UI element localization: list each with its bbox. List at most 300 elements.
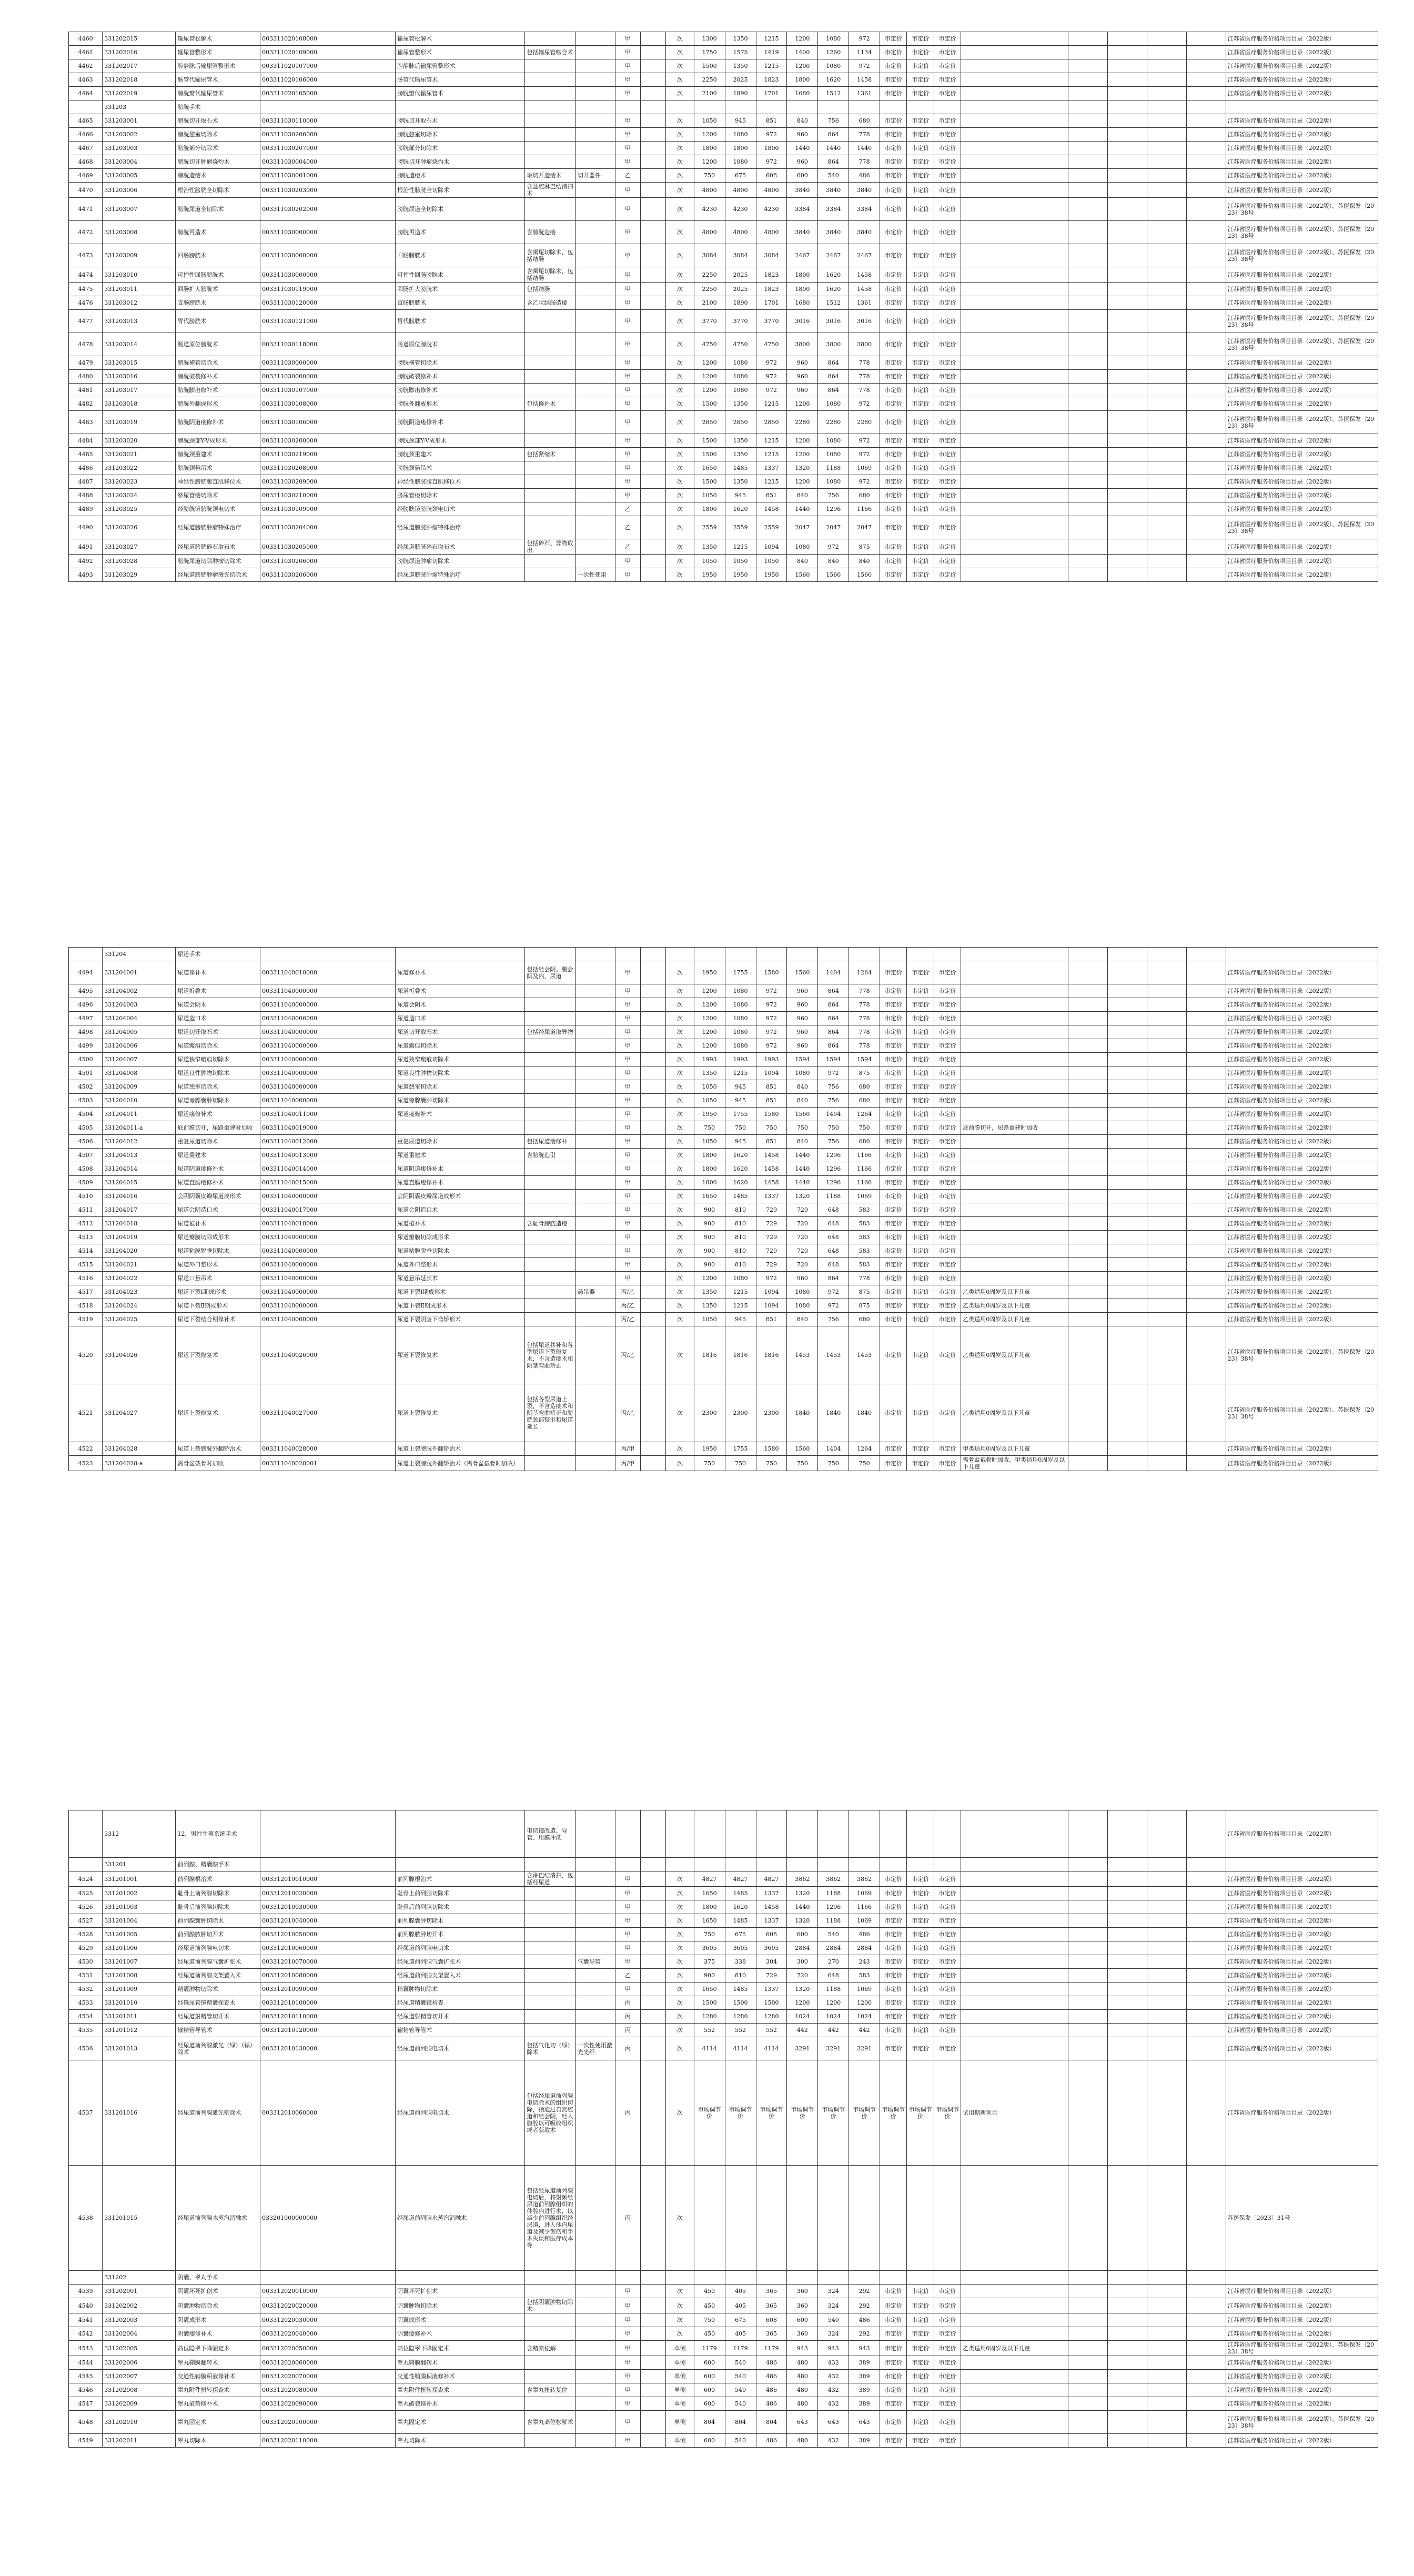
cell-unit: 单侧 <box>666 2434 694 2448</box>
cell-unit: 次 <box>666 1217 694 1231</box>
cell-price-2: 3084 <box>725 244 756 267</box>
cell-seq: 4486 <box>69 461 103 475</box>
cell-national-code: 003311030210000 <box>260 489 396 502</box>
cell-item-name: 尿道上裂修复术 <box>176 1384 260 1442</box>
cell-extra-1 <box>1068 2037 1107 2060</box>
cell-class-a: 丙/乙 <box>615 1313 640 1326</box>
cell-national-name: 可控性回肠膀胱术 <box>396 267 525 283</box>
cell-pricing-3: 市定价 <box>934 87 961 100</box>
cell-pricing-3: 市定价 <box>934 1914 961 1928</box>
cell-unit: 次 <box>666 244 694 267</box>
cell-seq: 4461 <box>69 46 103 59</box>
cell-item-name: 交通性鞘膜积液修补术 <box>176 2370 260 2383</box>
cell-seq: 4484 <box>69 434 103 448</box>
cell-price-4: 1560 <box>787 1442 818 1456</box>
cell-pricing-2: 市定价 <box>907 1258 934 1272</box>
cell-price-4: 840 <box>787 114 818 128</box>
cell-source: 江苏省医疗服务价格项目目录（2022版） <box>1226 461 1378 475</box>
cell-pricing-1 <box>880 1858 907 1871</box>
cell-class-b <box>641 1025 666 1039</box>
cell-extra-1 <box>1068 1810 1107 1858</box>
cell-price-6: 972 <box>849 59 880 73</box>
cell-class-b <box>641 489 666 502</box>
cell-unit: 次 <box>666 2037 694 2060</box>
cell-extra-3 <box>1147 1313 1186 1326</box>
cell-extra-3 <box>1147 948 1186 961</box>
cell-source: 苏医保发〔2023〕31号 <box>1226 2166 1378 2271</box>
cell-extra-4 <box>1186 1080 1226 1094</box>
cell-price-3: 1215 <box>756 475 787 489</box>
cell-exclusion <box>575 1135 615 1149</box>
cell-extra-4 <box>1186 2313 1226 2327</box>
cell-class-a: 甲 <box>615 2327 640 2341</box>
cell-national-code <box>260 100 396 114</box>
cell-national-name: 神经性膀胱腹直肌移位术 <box>396 475 525 489</box>
cell-pricing-1: 市定价 <box>880 1190 907 1203</box>
cell-remark <box>961 1176 1068 1190</box>
cell-national-name: 尿道下裂修复术 <box>396 1326 525 1384</box>
cell-class-a: 甲 <box>615 1025 640 1039</box>
cell-price-3: 1094 <box>756 539 787 555</box>
cell-unit: 次 <box>666 1244 694 1258</box>
cell-national-code: 003312020050000 <box>260 2341 396 2356</box>
cell-class-b <box>641 1108 666 1121</box>
cell-class-a: 甲 <box>615 1080 640 1094</box>
table-row <box>69 370 1378 384</box>
cell-class-a: 乙 <box>615 169 640 183</box>
cell-national-code: 003311040000000 <box>260 1231 396 1244</box>
cell-class-a: 甲 <box>615 59 640 73</box>
cell-content <box>525 1244 575 1258</box>
cell-price-4: 1080 <box>787 1285 818 1299</box>
cell-extra-4 <box>1186 1231 1226 1244</box>
cell-price-4: 840 <box>787 555 818 568</box>
cell-price-6: 1166 <box>849 1162 880 1176</box>
table-row <box>69 1149 1378 1162</box>
cell-price-4: 720 <box>787 1217 818 1231</box>
cell-price-3: 486 <box>756 2370 787 2383</box>
cell-price-1: 750 <box>694 169 725 183</box>
cell-national-name: 经尿道膀胱碎石取石术 <box>396 539 525 555</box>
cell-source: 江苏省医疗服务价格项目目录（2022版） <box>1226 961 1378 984</box>
cell-content <box>525 516 575 539</box>
cell-price-5: 943 <box>818 2341 849 2356</box>
cell-remark <box>961 2383 1068 2397</box>
cell-price-4: 480 <box>787 2383 818 2397</box>
cell-class-b <box>641 114 666 128</box>
cell-extra-1 <box>1068 356 1107 370</box>
table-row <box>69 516 1378 539</box>
cell-remark <box>961 516 1068 539</box>
cell-price-1: 1200 <box>694 356 725 370</box>
cell-price-3: 1337 <box>756 1190 787 1203</box>
table-row <box>69 1326 1378 1384</box>
cell-price-1: 1200 <box>694 998 725 1012</box>
cell-item-name: 尿道瓣膜切除成形术 <box>176 1231 260 1244</box>
cell-pricing-2: 市定价 <box>907 1217 934 1231</box>
cell-content <box>525 434 575 448</box>
cell-price-1: 1050 <box>694 489 725 502</box>
cell-pricing-3: 市定价 <box>934 128 961 142</box>
cell-price-5: 648 <box>818 1244 849 1258</box>
cell-national-code: 003311030205000 <box>260 539 396 555</box>
cell-item-name: 膀胱部分切除术 <box>176 142 260 155</box>
cell-class-a: 甲 <box>615 1121 640 1135</box>
cell-pricing-2: 市定价 <box>907 198 934 221</box>
cell-pricing-1: 市定价 <box>880 267 907 283</box>
cell-class-a: 甲 <box>615 961 640 984</box>
cell-class-b <box>641 1969 666 1983</box>
table-row <box>69 2411 1378 2434</box>
cell-national-name: 尿道切开取石术 <box>396 1025 525 1039</box>
cell-class-b <box>641 1928 666 1941</box>
cell-remark <box>961 448 1068 461</box>
cell-price-2: 1350 <box>725 475 756 489</box>
cell-seq: 4534 <box>69 2010 103 2024</box>
cell-price-2: 1993 <box>725 1053 756 1066</box>
cell-content: 含膀胱造瘘 <box>525 221 575 244</box>
cell-national-code: 003311030109000 <box>260 502 396 516</box>
cell-pricing-3: 市定价 <box>934 169 961 183</box>
cell-extra-4 <box>1186 59 1226 73</box>
cell-remark <box>961 1858 1068 1871</box>
table-row <box>69 1094 1378 1108</box>
cell-price-6: 972 <box>849 475 880 489</box>
cell-exclusion <box>575 1217 615 1231</box>
cell-exclusion <box>575 1313 615 1326</box>
cell-pricing-1: 市定价 <box>880 1941 907 1955</box>
cell-price-6: 875 <box>849 1285 880 1299</box>
cell-seq: 4506 <box>69 1135 103 1149</box>
cell-extra-2 <box>1107 2037 1147 2060</box>
cell-remark <box>961 1955 1068 1969</box>
cell-extra-3 <box>1147 155 1186 169</box>
cell-price-6: 778 <box>849 155 880 169</box>
cell-source: 江苏省医疗服务价格项目目录（2022版） <box>1226 1969 1378 1983</box>
cell-content <box>525 1121 575 1135</box>
cell-extra-4 <box>1186 1983 1226 1996</box>
cell-source: 江苏省医疗服务价格项目目录（2022版） <box>1226 46 1378 59</box>
cell-national-code: 003311030206000 <box>260 568 396 582</box>
cell-pricing-2: 市定价 <box>907 310 934 333</box>
cell-price-1: 2300 <box>694 1384 725 1442</box>
cell-source: 江苏省医疗服务价格项目目录（2022版） <box>1226 998 1378 1012</box>
cell-price-5: 1080 <box>818 475 849 489</box>
cell-exclusion <box>575 1203 615 1217</box>
cell-unit: 次 <box>666 1121 694 1135</box>
cell-extra-2 <box>1107 1108 1147 1121</box>
cell-pricing-1: 市定价 <box>880 59 907 73</box>
cell-remark: 乙类适用0周岁及以下儿童 <box>961 1285 1068 1299</box>
cell-price-6 <box>849 2166 880 2271</box>
cell-national-code: 003311030108000 <box>260 397 396 411</box>
table-row <box>69 1442 1378 1456</box>
cell-seq: 4501 <box>69 1066 103 1080</box>
cell-extra-3 <box>1147 1135 1186 1149</box>
cell-price-2: 1350 <box>725 397 756 411</box>
cell-extra-3 <box>1147 1914 1186 1928</box>
cell-extra-3 <box>1147 961 1186 984</box>
cell-unit: 次 <box>666 59 694 73</box>
cell-pricing-3: 市定价 <box>934 1326 961 1384</box>
cell-extra-4 <box>1186 32 1226 46</box>
table-row <box>69 1384 1378 1442</box>
cell-extra-3 <box>1147 183 1186 198</box>
cell-price-1: 600 <box>694 2397 725 2411</box>
cell-price-4: 1320 <box>787 1983 818 1996</box>
cell-item-name: 底前膜切开，尿路重建时加收 <box>176 1121 260 1135</box>
cell-extra-1 <box>1068 1941 1107 1955</box>
cell-exclusion <box>575 1871 615 1887</box>
cell-exclusion <box>575 384 615 397</box>
cell-extra-3 <box>1147 310 1186 333</box>
cell-seq <box>69 948 103 961</box>
cell-unit: 次 <box>666 1955 694 1969</box>
cell-pricing-1: 市定价 <box>880 397 907 411</box>
cell-extra-4 <box>1186 984 1226 998</box>
cell-class-b <box>641 1053 666 1066</box>
cell-pricing-2: 市定价 <box>907 142 934 155</box>
cell-extra-4 <box>1186 2341 1226 2356</box>
cell-extra-3 <box>1147 1039 1186 1053</box>
cell-price-1: 1500 <box>694 1996 725 2010</box>
cell-price-5: 864 <box>818 1025 849 1039</box>
cell-class-b <box>641 1871 666 1887</box>
cell-source: 江苏省医疗服务价格项目目录（2022版） <box>1226 1121 1378 1135</box>
cell-unit: 次 <box>666 461 694 475</box>
cell-extra-2 <box>1107 1928 1147 1941</box>
cell-item-name: 阴囊坏死扩创术 <box>176 2285 260 2298</box>
cell-price-1: 1650 <box>694 1983 725 1996</box>
cell-price-5: 864 <box>818 1012 849 1025</box>
cell-price-5: 756 <box>818 1080 849 1094</box>
cell-price-5: 1188 <box>818 1914 849 1928</box>
cell-extra-4 <box>1186 169 1226 183</box>
cell-item-name: 经尿道前列腺电切术 <box>176 1941 260 1955</box>
table-row <box>69 2313 1378 2327</box>
cell-price-2: 945 <box>725 1080 756 1094</box>
cell-price-3: 1823 <box>756 73 787 87</box>
cell-pricing-1: 市定价 <box>880 961 907 984</box>
cell-extra-3 <box>1147 489 1186 502</box>
cell-pricing-3: 市定价 <box>934 2397 961 2411</box>
cell-source: 江苏省医疗服务价格项目目录（2022版） <box>1226 1810 1378 1858</box>
cell-seq: 4547 <box>69 2397 103 2411</box>
table-row <box>69 948 1378 961</box>
cell-extra-2 <box>1107 1149 1147 1162</box>
cell-remark: 甲类适用0周岁及以下儿童 <box>961 1442 1068 1456</box>
cell-national-code: 003311030000000 <box>260 356 396 370</box>
cell-code: 331203019 <box>103 411 176 434</box>
cell-source: 江苏省医疗服务价格项目目录（2022版） <box>1226 475 1378 489</box>
cell-unit: 次 <box>666 1313 694 1326</box>
cell-pricing-1: 市场调节价 <box>880 2060 907 2166</box>
cell-extra-2 <box>1107 1121 1147 1135</box>
cell-price-4: 480 <box>787 2434 818 2448</box>
cell-extra-3 <box>1147 2434 1186 2448</box>
cell-remark <box>961 2411 1068 2434</box>
cell-pricing-1 <box>880 2166 907 2271</box>
cell-item-name: 胃代膀胱术 <box>176 310 260 333</box>
cell-remark <box>961 1969 1068 1983</box>
cell-extra-1 <box>1068 1871 1107 1887</box>
cell-class-b <box>641 2397 666 2411</box>
cell-extra-2 <box>1107 310 1147 333</box>
cell-price-6: 486 <box>849 1928 880 1941</box>
cell-unit: 次 <box>666 1285 694 1299</box>
cell-extra-4 <box>1186 434 1226 448</box>
cell-price-6: 3840 <box>849 183 880 198</box>
cell-extra-4 <box>1186 1313 1226 1326</box>
table-row <box>69 384 1378 397</box>
cell-code: 331204012 <box>103 1135 176 1149</box>
cell-price-4: 1080 <box>787 539 818 555</box>
cell-exclusion <box>575 2327 615 2341</box>
cell-price-6: 943 <box>849 2341 880 2356</box>
cell-source: 江苏省医疗服务价格项目目录（2022版） <box>1226 32 1378 46</box>
cell-source: 江苏省医疗服务价格项目目录（2022版） <box>1226 1887 1378 1900</box>
cell-exclusion <box>575 73 615 87</box>
cell-pricing-2: 市定价 <box>907 46 934 59</box>
cell-extra-4 <box>1186 221 1226 244</box>
cell-unit: 次 <box>666 1080 694 1094</box>
cell-pricing-2: 市定价 <box>907 2434 934 2448</box>
cell-exclusion <box>575 1914 615 1928</box>
cell-remark <box>961 2166 1068 2271</box>
cell-code: 331203008 <box>103 221 176 244</box>
cell-price-3: 4750 <box>756 333 787 356</box>
cell-remark: 乙类适用0周岁及以下儿童 <box>961 1384 1068 1442</box>
cell-class-a <box>615 948 640 961</box>
cell-class-b <box>641 1176 666 1190</box>
cell-price-5: 324 <box>818 2298 849 2313</box>
cell-class-b <box>641 2313 666 2327</box>
cell-pricing-3: 市定价 <box>934 1384 961 1442</box>
cell-class-b <box>641 296 666 310</box>
cell-source: 江苏省医疗服务价格项目目录（2022版） <box>1226 1053 1378 1066</box>
cell-extra-1 <box>1068 46 1107 59</box>
cell-extra-1 <box>1068 539 1107 555</box>
cell-pricing-3: 市定价 <box>934 1244 961 1258</box>
cell-pricing-3: 市定价 <box>934 434 961 448</box>
cell-price-1: 1650 <box>694 1914 725 1928</box>
cell-class-a: 甲 <box>615 1900 640 1914</box>
cell-seq: 4524 <box>69 1871 103 1887</box>
cell-extra-1 <box>1068 948 1107 961</box>
cell-pricing-2: 市定价 <box>907 2037 934 2060</box>
cell-extra-1 <box>1068 155 1107 169</box>
cell-pricing-3: 市定价 <box>934 2411 961 2434</box>
cell-remark <box>961 100 1068 114</box>
cell-seq: 4510 <box>69 1190 103 1203</box>
cell-extra-4 <box>1186 489 1226 502</box>
cell-extra-2 <box>1107 434 1147 448</box>
cell-source: 江苏省医疗服务价格项目目录（2022版） <box>1226 1285 1378 1299</box>
cell-unit: 次 <box>666 114 694 128</box>
cell-price-2: 405 <box>725 2298 756 2313</box>
cell-seq: 4490 <box>69 516 103 539</box>
cell-source: 江苏省医疗服务价格项目目录（2022版） <box>1226 1258 1378 1272</box>
cell-exclusion <box>575 2298 615 2313</box>
cell-price-6: 750 <box>849 1456 880 1471</box>
cell-item-name: 阴囊成形术 <box>176 2313 260 2327</box>
cell-extra-2 <box>1107 2341 1147 2356</box>
cell-class-b <box>641 1135 666 1149</box>
cell-exclusion <box>575 1996 615 2010</box>
cell-extra-2 <box>1107 948 1147 961</box>
cell-price-4: 600 <box>787 1928 818 1941</box>
cell-seq: 4499 <box>69 1039 103 1053</box>
cell-extra-1 <box>1068 32 1107 46</box>
cell-price-5: 1296 <box>818 1162 849 1176</box>
cell-price-6: 840 <box>849 555 880 568</box>
cell-price-4: 750 <box>787 1456 818 1471</box>
cell-national-name: 尿道上裂修复术 <box>396 1384 525 1442</box>
cell-source: 江苏省医疗服务价格项目目录（2022版） <box>1226 397 1378 411</box>
cell-extra-2 <box>1107 183 1147 198</box>
cell-price-4: 1680 <box>787 87 818 100</box>
cell-item-name: 尿道口悬吊术 <box>176 1272 260 1285</box>
cell-national-code: 003311040011000 <box>260 1108 396 1121</box>
cell-price-3: 1337 <box>756 461 787 475</box>
cell-price-1: 1800 <box>694 1149 725 1162</box>
cell-item-name: 尿道折叠术 <box>176 984 260 998</box>
cell-code: 331203 <box>103 100 176 114</box>
cell-pricing-2: 市定价 <box>907 1053 934 1066</box>
cell-unit: 次 <box>666 333 694 356</box>
cell-seq: 4507 <box>69 1149 103 1162</box>
cell-source: 江苏省医疗服务价格项目目录（2022版） <box>1226 2037 1378 2060</box>
cell-national-name: 膀胱憩室切除术 <box>396 128 525 142</box>
cell-price-2: 1080 <box>725 370 756 384</box>
cell-seq: 4497 <box>69 1012 103 1025</box>
cell-extra-4 <box>1186 568 1226 582</box>
cell-class-b <box>641 1258 666 1272</box>
cell-class-b <box>641 2383 666 2397</box>
cell-national-code: 003311030004000 <box>260 155 396 169</box>
cell-content <box>525 1272 575 1285</box>
cell-class-b <box>641 448 666 461</box>
cell-pricing-3: 市定价 <box>934 2313 961 2327</box>
cell-code: 331202006 <box>103 2356 176 2370</box>
cell-extra-3 <box>1147 1955 1186 1969</box>
cell-extra-3 <box>1147 73 1186 87</box>
table-row <box>69 198 1378 221</box>
cell-code: 331201009 <box>103 1983 176 1996</box>
cell-pricing-3: 市定价 <box>934 1887 961 1900</box>
cell-item-name: 尿道下裂修复术 <box>176 1326 260 1384</box>
cell-exclusion <box>575 296 615 310</box>
cell-source: 江苏省医疗服务价格项目目录（2022版） <box>1226 1928 1378 1941</box>
cell-pricing-2: 市定价 <box>907 1039 934 1053</box>
cell-pricing-1: 市定价 <box>880 555 907 568</box>
cell-class-a: 甲 <box>615 1190 640 1203</box>
cell-price-1: 750 <box>694 1121 725 1135</box>
cell-price-4: 1080 <box>787 1299 818 1313</box>
cell-price-4: 2884 <box>787 1941 818 1955</box>
cell-remark <box>961 1900 1068 1914</box>
cell-pricing-2: 市定价 <box>907 384 934 397</box>
cell-price-5: 1512 <box>818 296 849 310</box>
cell-price-5: 972 <box>818 539 849 555</box>
cell-class-a: 甲 <box>615 1887 640 1900</box>
cell-pricing-1: 市定价 <box>880 296 907 310</box>
cell-price-2: 1080 <box>725 128 756 142</box>
cell-pricing-1: 市定价 <box>880 984 907 998</box>
cell-price-6 <box>849 100 880 114</box>
cell-item-name: 回肠膀胱术 <box>176 244 260 267</box>
cell-extra-1 <box>1068 1121 1107 1135</box>
